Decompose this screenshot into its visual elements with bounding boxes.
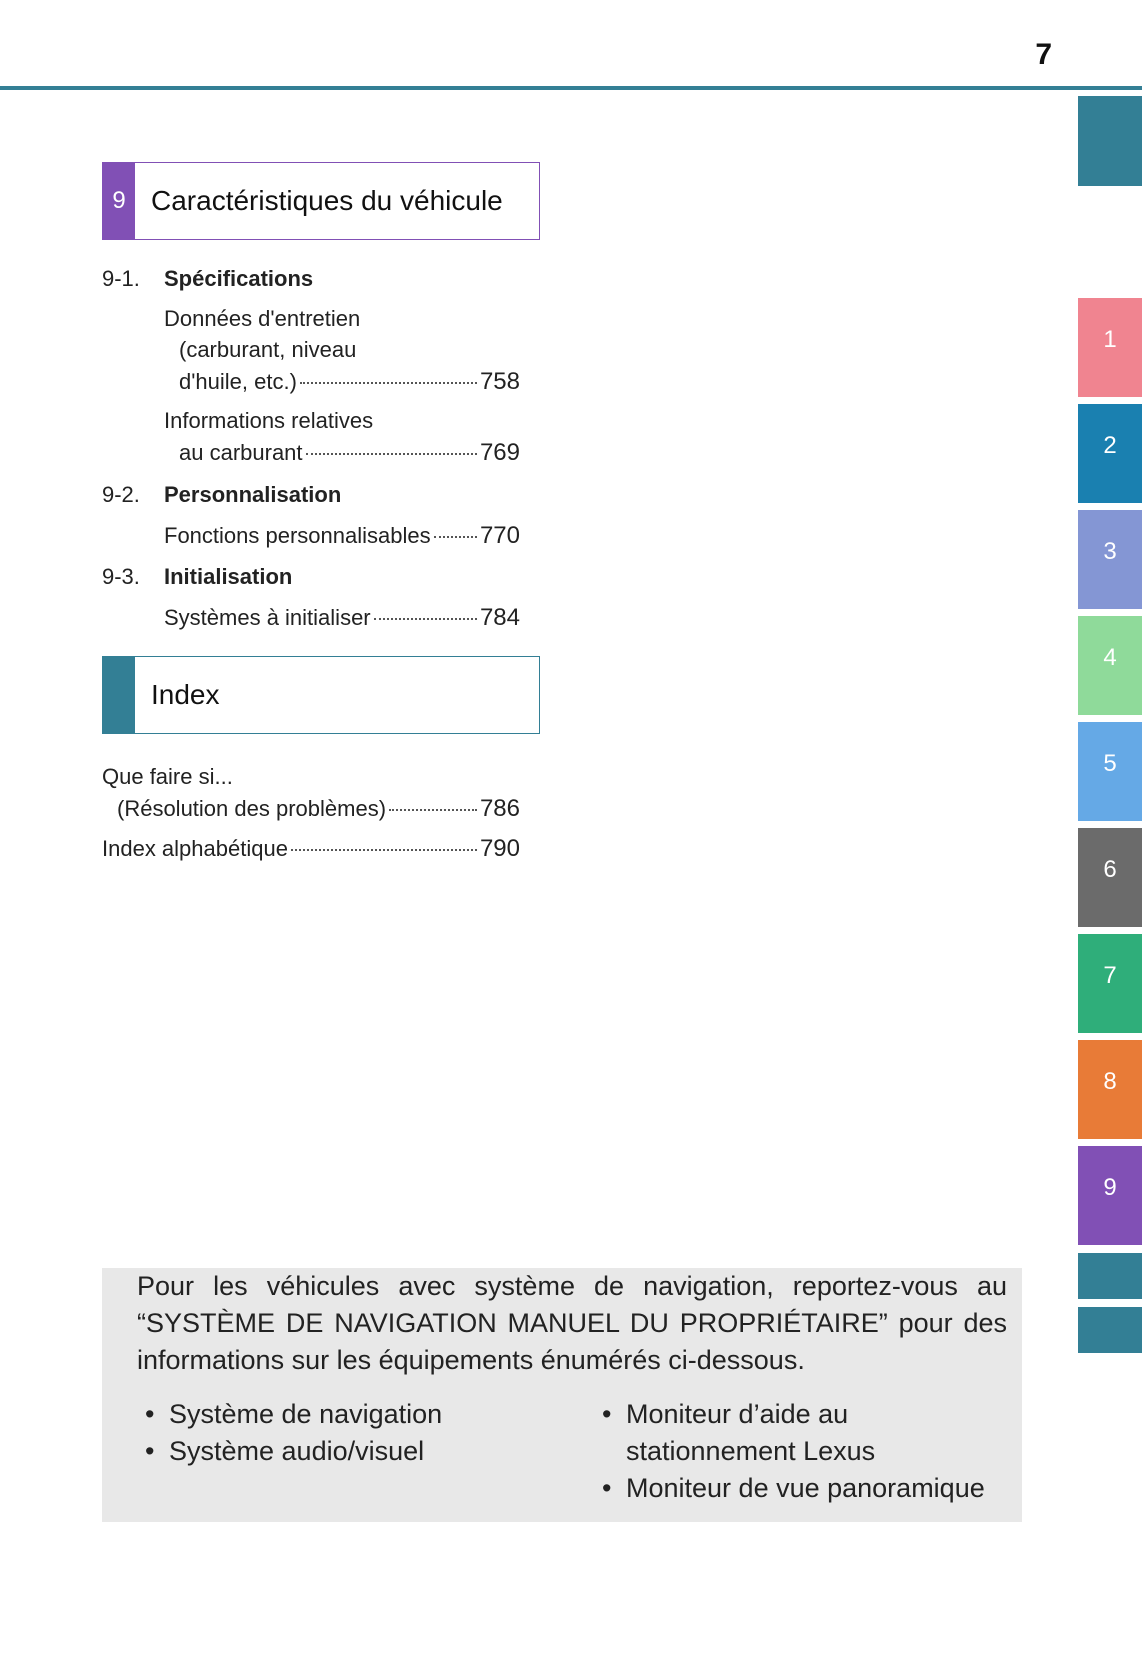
dot-leader bbox=[300, 382, 477, 384]
toc-entry-text: (Résolution des problèmes) bbox=[117, 796, 387, 821]
chapter-tab-5[interactable]: 5 bbox=[1078, 722, 1142, 821]
chapter-tab-1[interactable]: 1 bbox=[1078, 298, 1142, 397]
list-item-text: Système audio/visuel bbox=[169, 1436, 425, 1466]
section-number: 9-1. bbox=[102, 266, 140, 291]
chapter-tab-9[interactable]: 9 bbox=[1078, 1146, 1142, 1245]
dot-leader bbox=[306, 453, 477, 455]
toc-entry-maintenance-data[interactable] bbox=[179, 368, 520, 396]
notice-right-list bbox=[602, 1396, 1002, 1507]
bullet: • bbox=[602, 1473, 612, 1503]
chapter-tab-4[interactable]: 4 bbox=[1078, 616, 1142, 715]
notice-left-list bbox=[145, 1396, 442, 1470]
header-rule bbox=[0, 86, 1142, 90]
toc-entry-fuel-info[interactable] bbox=[179, 439, 520, 467]
toc-entry-alphabetical-index[interactable] bbox=[102, 835, 520, 863]
chapter-tab-6[interactable]: 6 bbox=[1078, 828, 1142, 927]
bullet: • bbox=[145, 1436, 155, 1466]
list-item-text: Moniteur d’aide au stationnement Lexus bbox=[626, 1399, 876, 1466]
toc-entry-text: d'huile, etc.) bbox=[179, 369, 297, 394]
section-title: Spécifications bbox=[164, 266, 314, 291]
toc-page-number: 758 bbox=[479, 368, 520, 395]
toc-entry-troubleshooting[interactable] bbox=[117, 795, 520, 823]
toc-entry-systems-init[interactable] bbox=[164, 604, 520, 632]
toc-entry-text: Fonctions personnalisables bbox=[164, 523, 431, 548]
section-number: 9-2. bbox=[102, 482, 140, 507]
section-9-3-heading[interactable] bbox=[102, 564, 292, 590]
toc-entry-text: Index alphabétique bbox=[102, 836, 288, 861]
list-item bbox=[145, 1433, 442, 1470]
toc-page-number: 770 bbox=[479, 522, 520, 549]
toc-entry-line[interactable]: Informations relatives bbox=[164, 408, 374, 433]
dot-leader bbox=[434, 536, 477, 538]
dot-leader bbox=[374, 618, 477, 620]
list-item bbox=[602, 1470, 1002, 1507]
section-9-1-heading[interactable] bbox=[102, 266, 313, 292]
index-heading bbox=[102, 656, 540, 734]
section-title: Initialisation bbox=[164, 564, 293, 589]
toc-entry-text: Systèmes à initialiser bbox=[164, 605, 371, 630]
bullet: • bbox=[602, 1399, 612, 1429]
list-item bbox=[145, 1396, 442, 1433]
chapter-tab-8[interactable]: 8 bbox=[1078, 1040, 1142, 1139]
toc-page-number: 790 bbox=[479, 835, 520, 862]
toc-entry-custom-features[interactable] bbox=[164, 522, 520, 550]
index-title: Index bbox=[151, 679, 220, 710]
section-number: 9-3. bbox=[102, 564, 140, 589]
chapter-tab-index-2[interactable] bbox=[1078, 1307, 1142, 1353]
dot-leader bbox=[291, 849, 477, 851]
list-item-text: Moniteur de vue panoramique bbox=[626, 1473, 985, 1503]
list-item-text: Système de navigation bbox=[169, 1399, 443, 1429]
chapter-tab-7[interactable]: 7 bbox=[1078, 934, 1142, 1033]
chapter-tab-3[interactable]: 3 bbox=[1078, 510, 1142, 609]
chapter-9-heading bbox=[102, 162, 540, 240]
bullet: • bbox=[145, 1399, 155, 1429]
section-9-2-heading[interactable] bbox=[102, 482, 341, 508]
page-number: 7 bbox=[1035, 38, 1052, 71]
toc-entry-line[interactable]: Que faire si... bbox=[102, 764, 233, 789]
navigation-notice-box bbox=[102, 1268, 1022, 1522]
toc-entry-line[interactable]: Données d'entretien bbox=[164, 306, 361, 331]
notice-text: Pour les véhicules avec système de navigation, reportez-vous au “SYSTÈME DE NAVIGATION MANUEL DU PROPRIÉTAIRE” pour des informations sur les équipements énumérés ci-dessous. bbox=[137, 1271, 1007, 1375]
list-item bbox=[602, 1396, 1002, 1470]
toc-entry-line[interactable]: (carburant, niveau bbox=[179, 337, 357, 362]
chapter-9-title: Caractéristiques du véhicule bbox=[151, 185, 503, 216]
dot-leader bbox=[389, 809, 477, 811]
toc-page-number: 769 bbox=[479, 439, 520, 466]
chapter-tab-2[interactable]: 2 bbox=[1078, 404, 1142, 503]
chapter-tab-top[interactable] bbox=[1078, 96, 1142, 186]
toc-page-number: 784 bbox=[479, 604, 520, 631]
toc-page-number: 786 bbox=[479, 795, 520, 822]
index-marker bbox=[103, 657, 135, 733]
section-title: Personnalisation bbox=[164, 482, 342, 507]
chapter-9-number: 9 bbox=[103, 163, 135, 239]
chapter-tab-index-1[interactable] bbox=[1078, 1253, 1142, 1299]
toc-entry-text: au carburant bbox=[179, 440, 303, 465]
